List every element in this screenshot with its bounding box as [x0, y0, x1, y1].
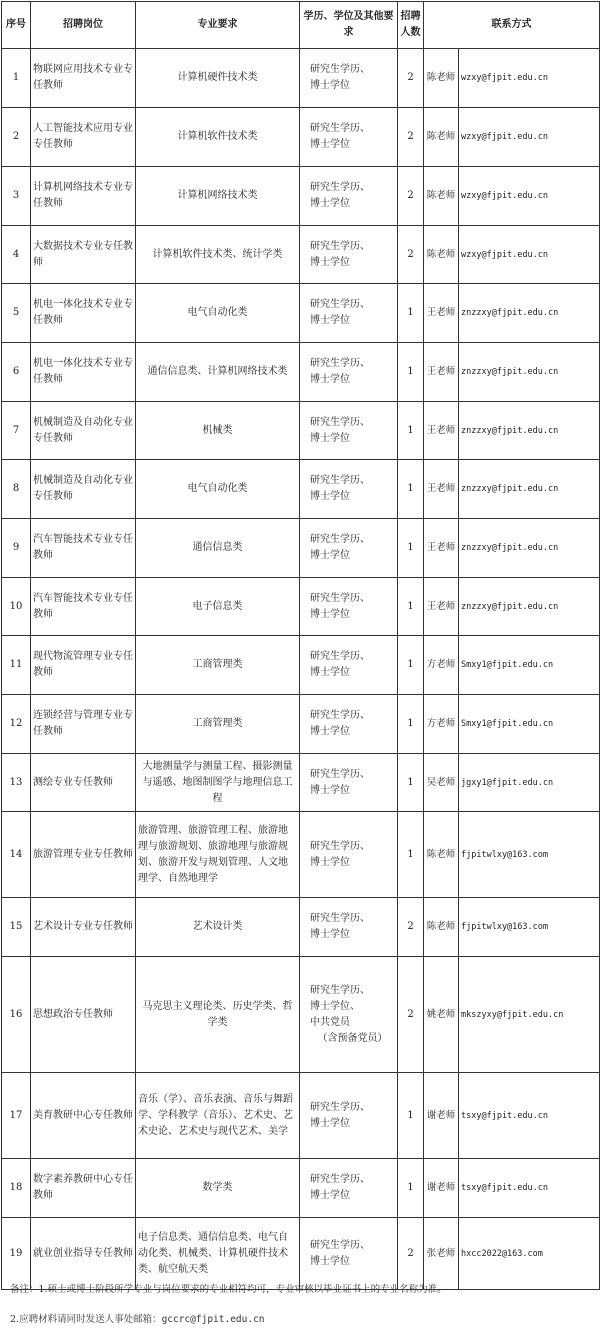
row-major: 电气自动化类 [136, 284, 300, 343]
row-position: 汽车智能技术专业专任教师 [31, 578, 136, 636]
row-contact-email: znzzxy@fjpit.edu.cn [459, 519, 600, 578]
education-line: 研究生学历、 [310, 240, 370, 252]
row-contact-person: 陈老师 [424, 898, 459, 957]
row-contact-email: znzzxy@fjpit.edu.cn [459, 578, 600, 636]
row-count: 2 [398, 167, 424, 226]
row-contact-email: znzzxy@fjpit.edu.cn [459, 284, 600, 343]
row-position: 计算机网络技术专业专任教师 [31, 167, 136, 226]
hr-email: gccrc@fjpit.edu.cn [161, 1314, 265, 1325]
education-line: 博士学位 [310, 550, 350, 561]
row-major: 大地测量学与测量工程、摄影测量与遥感、地图制图学与地理信息工程 [136, 754, 300, 812]
row-position: 汽车智能技术专业专任教师 [31, 519, 136, 578]
education-line: 博士学位、 [310, 1000, 360, 1012]
recruitment-table [1, 1, 600, 1290]
education-line: 博士学位 [310, 315, 350, 326]
education-line: 博士学位 [310, 256, 350, 268]
header-major: 专业要求 [136, 2, 300, 49]
row-position: 连锁经营与管理专业专任教师 [31, 695, 136, 754]
education-line: 研究生学历、 [310, 299, 370, 310]
row-position: 物联网应用技术专业专任教师 [31, 49, 136, 108]
row-contact-person: 王老师 [424, 343, 459, 402]
table-row [2, 1073, 600, 1159]
row-contact-person: 谢老师 [424, 1159, 459, 1218]
row-education [300, 284, 398, 343]
row-major: 电子信息类 [136, 578, 300, 636]
row-count: 1 [398, 578, 424, 636]
row-no: 19 [2, 1218, 31, 1290]
row-major: 音乐（学）、音乐表演、音乐与舞蹈学、学科教学（音乐）、艺术史、艺术史论、艺术史与现代艺术、美学 [136, 1073, 300, 1159]
education-line: 研究生学历、 [310, 984, 370, 996]
row-no: 5 [2, 284, 31, 343]
education-line: 研究生学历、 [310, 534, 370, 545]
row-count: 1 [398, 284, 424, 343]
education-line: 研究生学历、 [310, 768, 370, 780]
row-position: 大数据技术专业专任教师 [31, 226, 136, 284]
education-line: 研究生学历、 [310, 64, 370, 75]
row-contact-email: hxcc2022@163.com [459, 1218, 600, 1290]
row-education [300, 695, 398, 754]
education-line: 博士学位 [310, 374, 350, 385]
row-contact-email: Smxy1@fjpit.edu.cn [459, 636, 600, 695]
row-count: 1 [398, 1073, 424, 1159]
row-no: 14 [2, 812, 31, 898]
row-count: 1 [398, 754, 424, 812]
table-row [2, 1218, 600, 1290]
row-position: 美育教研中心专任教师 [31, 1073, 136, 1159]
notes [10, 1283, 595, 1343]
row-no: 6 [2, 343, 31, 402]
row-education [300, 519, 398, 578]
education-line: 博士学位 [310, 1117, 350, 1129]
header-contact: 联系方式 [424, 2, 600, 49]
row-contact-email: fjpitwlxy@163.com [459, 898, 600, 957]
row-contact-person: 方老师 [424, 636, 459, 695]
row-education [300, 226, 398, 284]
education-line: 博士学位 [310, 491, 350, 502]
education-line: 研究生学历、 [310, 1174, 370, 1185]
education-line: 研究生学历、 [310, 592, 370, 604]
row-major: 通信信息类 [136, 519, 300, 578]
education-line: 博士学位 [310, 726, 350, 737]
table-row [2, 898, 600, 957]
row-education [300, 343, 398, 402]
row-contact-person: 张老师 [424, 1218, 459, 1290]
row-contact-person: 王老师 [424, 460, 459, 519]
row-education [300, 402, 398, 460]
row-no: 18 [2, 1159, 31, 1218]
education-line: 中共党员 [310, 1016, 350, 1028]
header-education: 学历、学位及其他要求 [300, 2, 398, 49]
row-count: 1 [398, 402, 424, 460]
table-row [2, 519, 600, 578]
education-line: 研究生学历、 [310, 182, 370, 193]
row-contact-person: 陈老师 [424, 226, 459, 284]
row-contact-email: wzxy@fjpit.edu.cn [459, 167, 600, 226]
row-education [300, 636, 398, 695]
row-major: 工商管理类 [136, 636, 300, 695]
education-line: 博士学位 [310, 80, 350, 91]
table-row [2, 343, 600, 402]
row-count: 1 [398, 343, 424, 402]
table-row [2, 402, 600, 460]
table-row [2, 695, 600, 754]
note-2-text: 2.应聘材料请同时发送人事处邮箱： [10, 1314, 162, 1325]
row-contact-email: wzxy@fjpit.edu.cn [459, 226, 600, 284]
row-no: 12 [2, 695, 31, 754]
row-contact-person: 王老师 [424, 284, 459, 343]
education-line: 研究生学历、 [310, 1239, 370, 1251]
row-major: 机械类 [136, 402, 300, 460]
row-contact-person: 王老师 [424, 402, 459, 460]
table-row [2, 754, 600, 812]
row-major: 工商管理类 [136, 695, 300, 754]
education-line: 研究生学历、 [310, 475, 370, 486]
row-contact-person: 陈老师 [424, 167, 459, 226]
row-major: 计算机网络技术类 [136, 167, 300, 226]
row-contact-email: znzzxy@fjpit.edu.cn [459, 402, 600, 460]
row-count: 2 [398, 957, 424, 1073]
row-contact-email: fjpitwlxy@163.com [459, 812, 600, 898]
education-line: 研究生学历、 [310, 416, 370, 428]
education-line: 研究生学历、 [310, 840, 370, 852]
row-contact-person: 谢老师 [424, 1073, 459, 1159]
education-line: 博士学位 [310, 856, 350, 868]
row-count: 1 [398, 812, 424, 898]
row-contact-person: 方老师 [424, 695, 459, 754]
row-contact-person: 王老师 [424, 519, 459, 578]
row-position: 现代物流管理专业专任教师 [31, 636, 136, 695]
table-row [2, 108, 600, 167]
header-position: 招聘岗位 [31, 2, 136, 49]
table-row [2, 167, 600, 226]
row-position: 思想政治专任教师 [31, 957, 136, 1073]
education-line: 研究生学历、 [310, 358, 370, 369]
education-line: 博士学位 [310, 784, 350, 796]
row-major: 计算机软件技术类 [136, 108, 300, 167]
education-line: 研究生学历、 [310, 1101, 370, 1113]
education-line: 博士学位 [310, 608, 350, 620]
row-major: 电气自动化类 [136, 460, 300, 519]
row-major: 数学类 [136, 1159, 300, 1218]
row-education [300, 1073, 398, 1159]
row-major: 计算机软件技术类、统计学类 [136, 226, 300, 284]
row-contact-email: mkszyxy@fjpit.edu.cn [459, 957, 600, 1073]
education-line: 研究生学历、 [310, 123, 370, 134]
education-line: 研究生学历、 [310, 710, 370, 721]
row-no: 4 [2, 226, 31, 284]
row-position: 测绘专业专任教师 [31, 754, 136, 812]
row-count: 1 [398, 695, 424, 754]
row-no: 1 [2, 49, 31, 108]
row-no: 17 [2, 1073, 31, 1159]
row-education [300, 49, 398, 108]
row-education [300, 1159, 398, 1218]
education-line: 研究生学历、 [310, 913, 370, 924]
header-no: 序号 [2, 2, 31, 49]
row-count: 2 [398, 226, 424, 284]
row-major: 电子信息类、通信信息类、电气自动化类、机械类、计算机硬件技术类、航空航天类 [136, 1218, 300, 1290]
row-no: 8 [2, 460, 31, 519]
table-body [2, 49, 600, 1290]
table-row [2, 284, 600, 343]
education-line: 博士学位 [310, 1190, 350, 1201]
row-no: 11 [2, 636, 31, 695]
row-contact-email: tsxy@fjpit.edu.cn [459, 1159, 600, 1218]
table-header-row [2, 2, 600, 49]
education-line: 博士学位 [310, 1255, 350, 1267]
row-count: 2 [398, 49, 424, 108]
row-count: 1 [398, 460, 424, 519]
row-position: 就业创业指导专任教师 [31, 1218, 136, 1290]
row-major: 计算机硬件技术类 [136, 49, 300, 108]
note-2 [10, 1313, 595, 1327]
row-contact-email: Smxy1@fjpit.edu.cn [459, 695, 600, 754]
row-contact-person: 吴老师 [424, 754, 459, 812]
education-line: 博士学位 [310, 432, 350, 444]
row-position: 艺术设计专业专任教师 [31, 898, 136, 957]
row-position: 机电一体化技术专业专任教师 [31, 343, 136, 402]
education-line: 研究生学历、 [310, 651, 370, 662]
education-line: 博士学位 [310, 139, 350, 150]
row-no: 3 [2, 167, 31, 226]
row-contact-person: 姚老师 [424, 957, 459, 1073]
row-no: 2 [2, 108, 31, 167]
row-no: 13 [2, 754, 31, 812]
row-no: 16 [2, 957, 31, 1073]
row-major: 旅游管理、旅游管理工程、旅游地理与旅游规划、旅游地理与旅游规划、旅游开发与规划管理、人文地理学、自然地理学 [136, 812, 300, 898]
row-education [300, 167, 398, 226]
row-education [300, 108, 398, 167]
table-row [2, 578, 600, 636]
row-contact-person: 陈老师 [424, 812, 459, 898]
row-contact-email: wzxy@fjpit.edu.cn [459, 49, 600, 108]
table-row [2, 812, 600, 898]
row-position: 数字素养教研中心专任教师 [31, 1159, 136, 1218]
table-row [2, 636, 600, 695]
row-no: 9 [2, 519, 31, 578]
row-count: 2 [398, 1218, 424, 1290]
row-count: 1 [398, 636, 424, 695]
education-line: 博士学位 [310, 929, 350, 940]
row-education [300, 754, 398, 812]
table-row [2, 49, 600, 108]
table-row [2, 226, 600, 284]
row-education [300, 957, 398, 1073]
table-row [2, 957, 600, 1073]
row-contact-email: jgxy1@fjpit.edu.cn [459, 754, 600, 812]
row-count: 2 [398, 108, 424, 167]
row-position: 机电一体化技术专业专任教师 [31, 284, 136, 343]
row-major: 艺术设计类 [136, 898, 300, 957]
row-contact-email: znzzxy@fjpit.edu.cn [459, 460, 600, 519]
row-education [300, 578, 398, 636]
header-count: 招聘人数 [398, 2, 424, 49]
row-no: 15 [2, 898, 31, 957]
row-position: 机械制造及自动化专业专任教师 [31, 460, 136, 519]
row-education [300, 898, 398, 957]
row-major: 通信信息类、计算机网络技术类 [136, 343, 300, 402]
row-education [300, 812, 398, 898]
row-education [300, 460, 398, 519]
row-contact-email: tsxy@fjpit.edu.cn [459, 1073, 600, 1159]
row-position: 人工智能技术应用专业专任教师 [31, 108, 136, 167]
row-contact-person: 王老师 [424, 578, 459, 636]
row-contact-person: 陈老师 [424, 108, 459, 167]
row-no: 7 [2, 402, 31, 460]
row-position: 机械制造及自动化专业专任教师 [31, 402, 136, 460]
row-education [300, 1218, 398, 1290]
row-no: 10 [2, 578, 31, 636]
education-line: （含预备党员） [317, 1032, 388, 1044]
row-contact-person: 陈老师 [424, 49, 459, 108]
education-line: 博士学位 [310, 198, 350, 209]
note-1: 备注：1.硕士或博士阶段所学专业与岗位要求的专业相符均可，专业审核以毕业证书上的专业名称为准。 [10, 1284, 447, 1295]
row-position: 旅游管理专业专任教师 [31, 812, 136, 898]
row-contact-email: znzzxy@fjpit.edu.cn [459, 343, 600, 402]
table-row [2, 1159, 600, 1218]
row-count: 2 [398, 898, 424, 957]
row-count: 1 [398, 519, 424, 578]
row-contact-email: wzxy@fjpit.edu.cn [459, 108, 600, 167]
education-line: 博士学位 [310, 667, 350, 678]
table-row [2, 460, 600, 519]
row-major: 马克思主义理论类、历史学类、哲学类 [136, 957, 300, 1073]
row-count: 1 [398, 1159, 424, 1218]
